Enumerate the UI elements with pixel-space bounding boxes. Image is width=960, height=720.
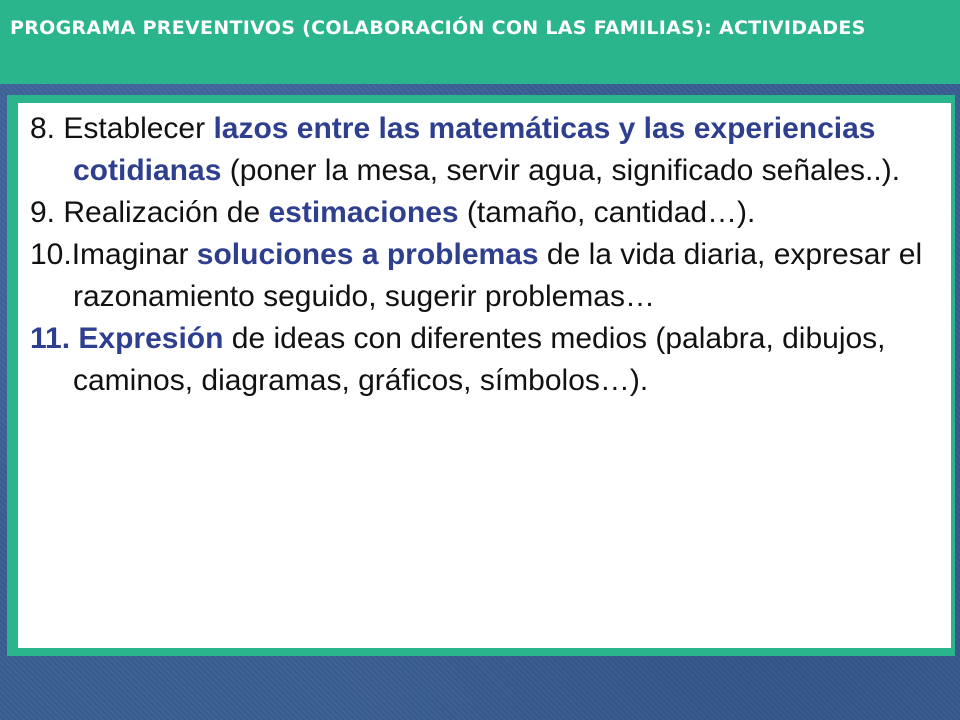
slide-title: PROGRAMA PREVENTIVOS (COLABORACIÓN CON LAS FAMILIAS): ACTIVIDADES [10,17,866,39]
item-emphasis: soluciones a problemas [196,238,539,271]
item-number: 11. [30,322,79,355]
title-bar [0,0,960,84]
item-text: de ideas con diferentes medios (palabra, dibujos, caminos, diagramas, gráficos, símbolos…). [73,322,886,397]
item-text: Imaginar [71,238,197,271]
item-text: (tamaño, cantidad…). [458,196,756,229]
item-number: 8. [30,112,64,145]
item-text: de la vida diaria, expresar el razonamiento seguido, sugerir problemas… [73,238,923,313]
list-item [30,234,950,318]
item-number: 9. [30,196,64,229]
item-emphasis: Expresión [78,322,224,355]
item-text: Establecer [63,112,214,145]
item-emphasis: estimaciones [268,196,459,229]
list-item [30,192,950,234]
item-text: Realización de [63,196,269,229]
list-item [30,108,950,192]
item-emphasis: lazos entre las matemáticas y las experiencias cotidianas [73,112,876,187]
item-text: (poner la mesa, servir agua, significado señales..). [221,154,901,187]
list-item [30,318,950,402]
activity-list [30,108,950,402]
item-number: 10. [30,238,72,271]
